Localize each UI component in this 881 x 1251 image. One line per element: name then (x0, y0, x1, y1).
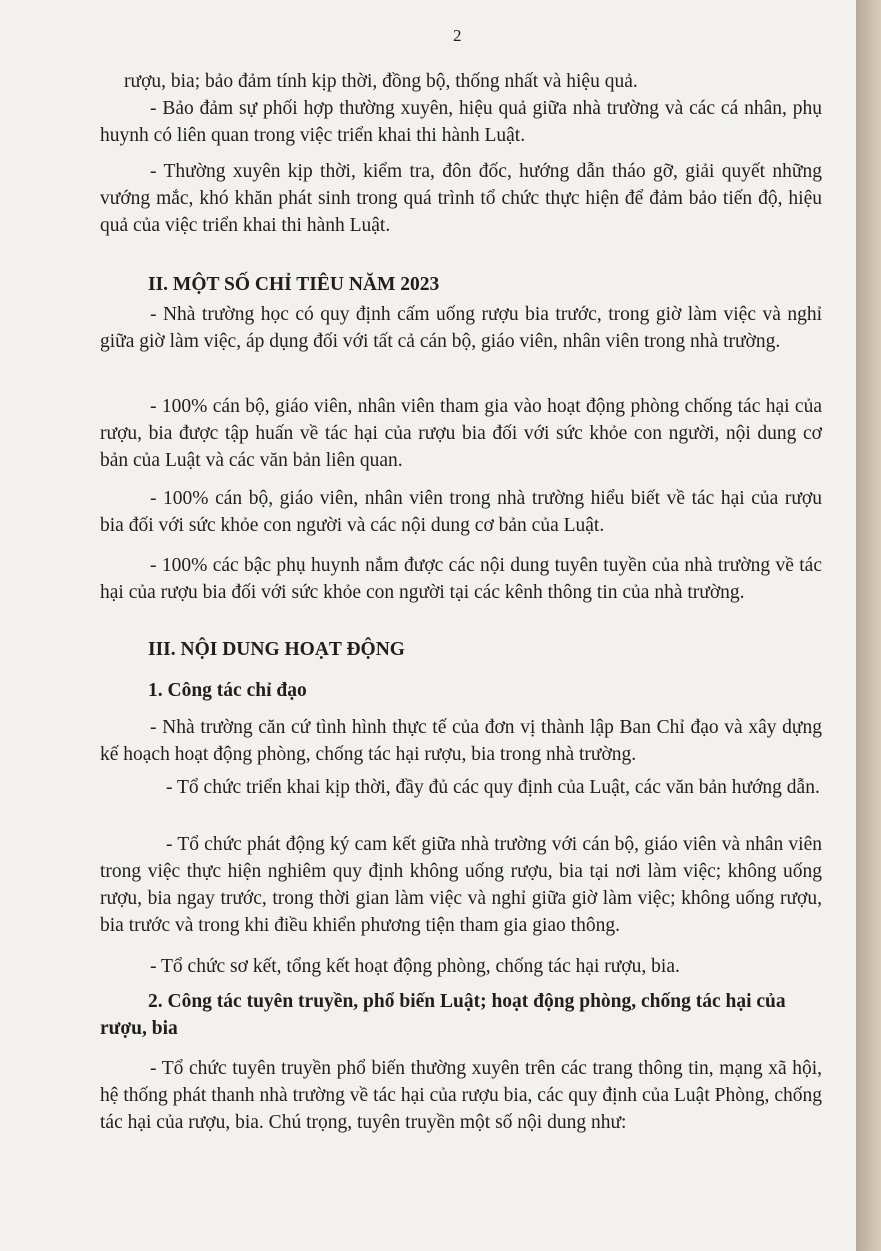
paragraph: - 100% cán bộ, giáo viên, nhân viên tham gia vào hoạt động phòng chống tác hại của rượu, bia được tập huấn về tác hại của rượu bia đối với sức khỏe con người, nội dung cơ bản của Luật và các văn bản liên quan. (100, 396, 822, 471)
paragraph: - Thường xuyên kịp thời, kiểm tra, đôn đốc, hướng dẫn tháo gỡ, giải quyết những vướng mắc, khó khăn phát sinh trong quá trình tổ chức thực hiện để đảm bảo tiến độ, hiệu quả của việc triển khai thi hành Luật. (100, 161, 822, 236)
paragraph: rượu, bia; bảo đảm tính kịp thời, đồng bộ, thống nhất và hiệu quả. (124, 71, 638, 92)
section-heading: III. NỘI DUNG HOẠT ĐỘNG (148, 639, 405, 660)
section-heading: II. MỘT SỐ CHỈ TIÊU NĂM 2023 (148, 274, 440, 295)
table-surface (856, 0, 881, 1251)
paragraph: - Tổ chức phát động ký cam kết giữa nhà trường với cán bộ, giáo viên và nhân viên trong việc thực hiện nghiêm quy định không uống rượu, bia tại nơi làm việc; không uống rượu, bia ngay trước, trong thời gian làm việc và nghỉ giữa giờ làm việc; không uống rượu, bia trước và trong khi điều khiển phương tiện tham gia giao thông. (100, 834, 822, 936)
paragraph: - Tổ chức sơ kết, tổng kết hoạt động phòng, chống tác hại rượu, bia. (150, 956, 680, 977)
paragraph: - 100% các bậc phụ huynh nắm được các nội dung tuyên tuyền của nhà trường về tác hại của rượu bia đối với sức khỏe con người tại các kênh thông tin của nhà trường. (100, 555, 822, 603)
paragraph: - Nhà trường học có quy định cấm uống rượu bia trước, trong giờ làm việc và nghỉ giữa giờ làm việc, áp dụng đối với tất cả cán bộ, giáo viên, nhân viên trong nhà trường. (100, 304, 822, 352)
paragraph: - Bảo đảm sự phối hợp thường xuyên, hiệu quả giữa nhà trường và các cá nhân, phụ huynh có liên quan trong việc triển khai thi hành Luật. (100, 98, 822, 146)
paragraph: - Tổ chức tuyên truyền phổ biến thường xuyên trên các trang thông tin, mạng xã hội, hệ thống phát thanh nhà trường về tác hại của rượu bia, các quy định của Luật Phòng, chống tác hại của rượu, bia. Chú trọng, tuyên truyền một số nội dung như: (100, 1058, 822, 1133)
paragraph: - Tổ chức triển khai kịp thời, đầy đủ các quy định của Luật, các văn bản hướng dẫn. (166, 777, 820, 798)
page-number: 2 (453, 26, 462, 45)
paragraph: - Nhà trường căn cứ tình hình thực tế của đơn vị thành lập Ban Chỉ đạo và xây dựng kế hoạch hoạt động phòng, chống tác hại rượu, bia trong nhà trường. (100, 717, 822, 765)
paragraph: - 100% cán bộ, giáo viên, nhân viên trong nhà trường hiểu biết về tác hại của rượu bia đối với sức khỏe con người và các nội dung cơ bản của Luật. (100, 488, 822, 536)
subsection-heading: 2. Công tác tuyên truyền, phổ biến Luật; hoạt động phòng, chống tác hại của rượu, bia (100, 991, 786, 1039)
subsection-heading: 1. Công tác chỉ đạo (148, 680, 307, 701)
